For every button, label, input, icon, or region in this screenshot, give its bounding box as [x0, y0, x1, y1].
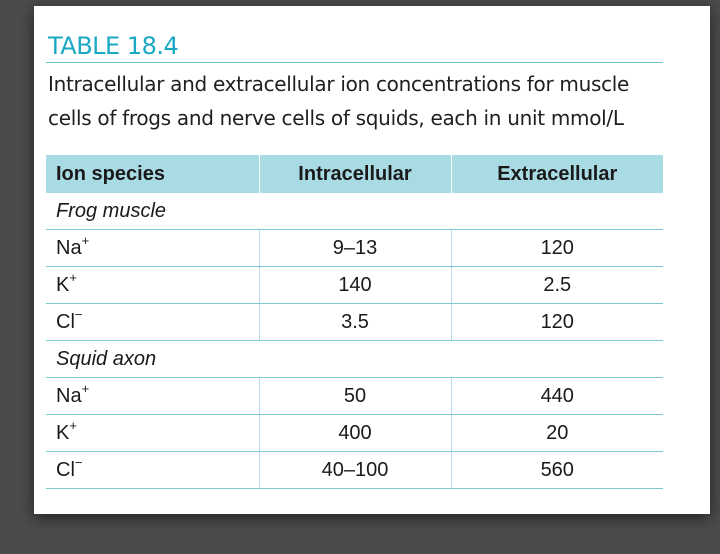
extracellular-cell: 440	[451, 378, 663, 415]
intracellular-cell: 40–100	[259, 452, 451, 489]
title-divider	[46, 62, 663, 63]
ion-symbol: Cl	[56, 310, 75, 333]
group-label: Frog muscle	[46, 193, 663, 230]
group-row	[46, 341, 663, 378]
ion-charge: +	[69, 417, 77, 433]
table-row	[46, 230, 663, 267]
extracellular-cell: 2.5	[451, 267, 663, 304]
ion-symbol: Cl	[56, 458, 75, 481]
table-row	[46, 378, 663, 415]
intracellular-cell: 50	[259, 378, 451, 415]
ion-species-cell	[46, 267, 259, 304]
intracellular-cell: 3.5	[259, 304, 451, 341]
ion-symbol: Na	[56, 236, 82, 259]
ion-symbol: K	[56, 421, 70, 444]
intracellular-cell: 140	[259, 267, 451, 304]
ion-concentration-table	[46, 155, 663, 489]
ion-symbol: K	[56, 273, 70, 296]
table-caption: Intracellular and extracellular ion concentrations for muscle cells of frogs and nerve cells of squids, each in unit mmol/L	[48, 72, 630, 130]
intracellular-cell: 400	[259, 415, 451, 452]
group-label: Squid axon	[46, 341, 663, 378]
table-number: TABLE 18.4	[48, 32, 179, 60]
extracellular-cell: 120	[451, 304, 663, 341]
intracellular-cell: 9–13	[259, 230, 451, 267]
table-row	[46, 452, 663, 489]
ion-species-cell	[46, 378, 259, 415]
column-header-ion-species: Ion species	[46, 155, 259, 193]
ion-species-cell	[46, 230, 259, 267]
ion-charge: +	[81, 232, 90, 248]
ion-species-cell	[46, 304, 259, 341]
ion-charge: −	[74, 454, 83, 470]
ion-species-cell	[46, 452, 259, 489]
extracellular-cell: 560	[451, 452, 663, 489]
table-row	[46, 267, 663, 304]
ion-charge: +	[69, 269, 77, 285]
column-header-intracellular: Intracellular	[259, 155, 451, 193]
extracellular-cell: 120	[451, 230, 663, 267]
column-header-extracellular: Extracellular	[451, 155, 663, 193]
ion-charge: +	[81, 380, 90, 396]
extracellular-cell: 20	[451, 415, 663, 452]
group-row	[46, 193, 663, 230]
ion-species-cell	[46, 415, 259, 452]
ion-symbol: Na	[56, 384, 82, 407]
table-row	[46, 415, 663, 452]
header-row	[46, 155, 663, 193]
table-row	[46, 304, 663, 341]
table-card	[34, 6, 710, 514]
ion-charge: −	[74, 306, 83, 322]
